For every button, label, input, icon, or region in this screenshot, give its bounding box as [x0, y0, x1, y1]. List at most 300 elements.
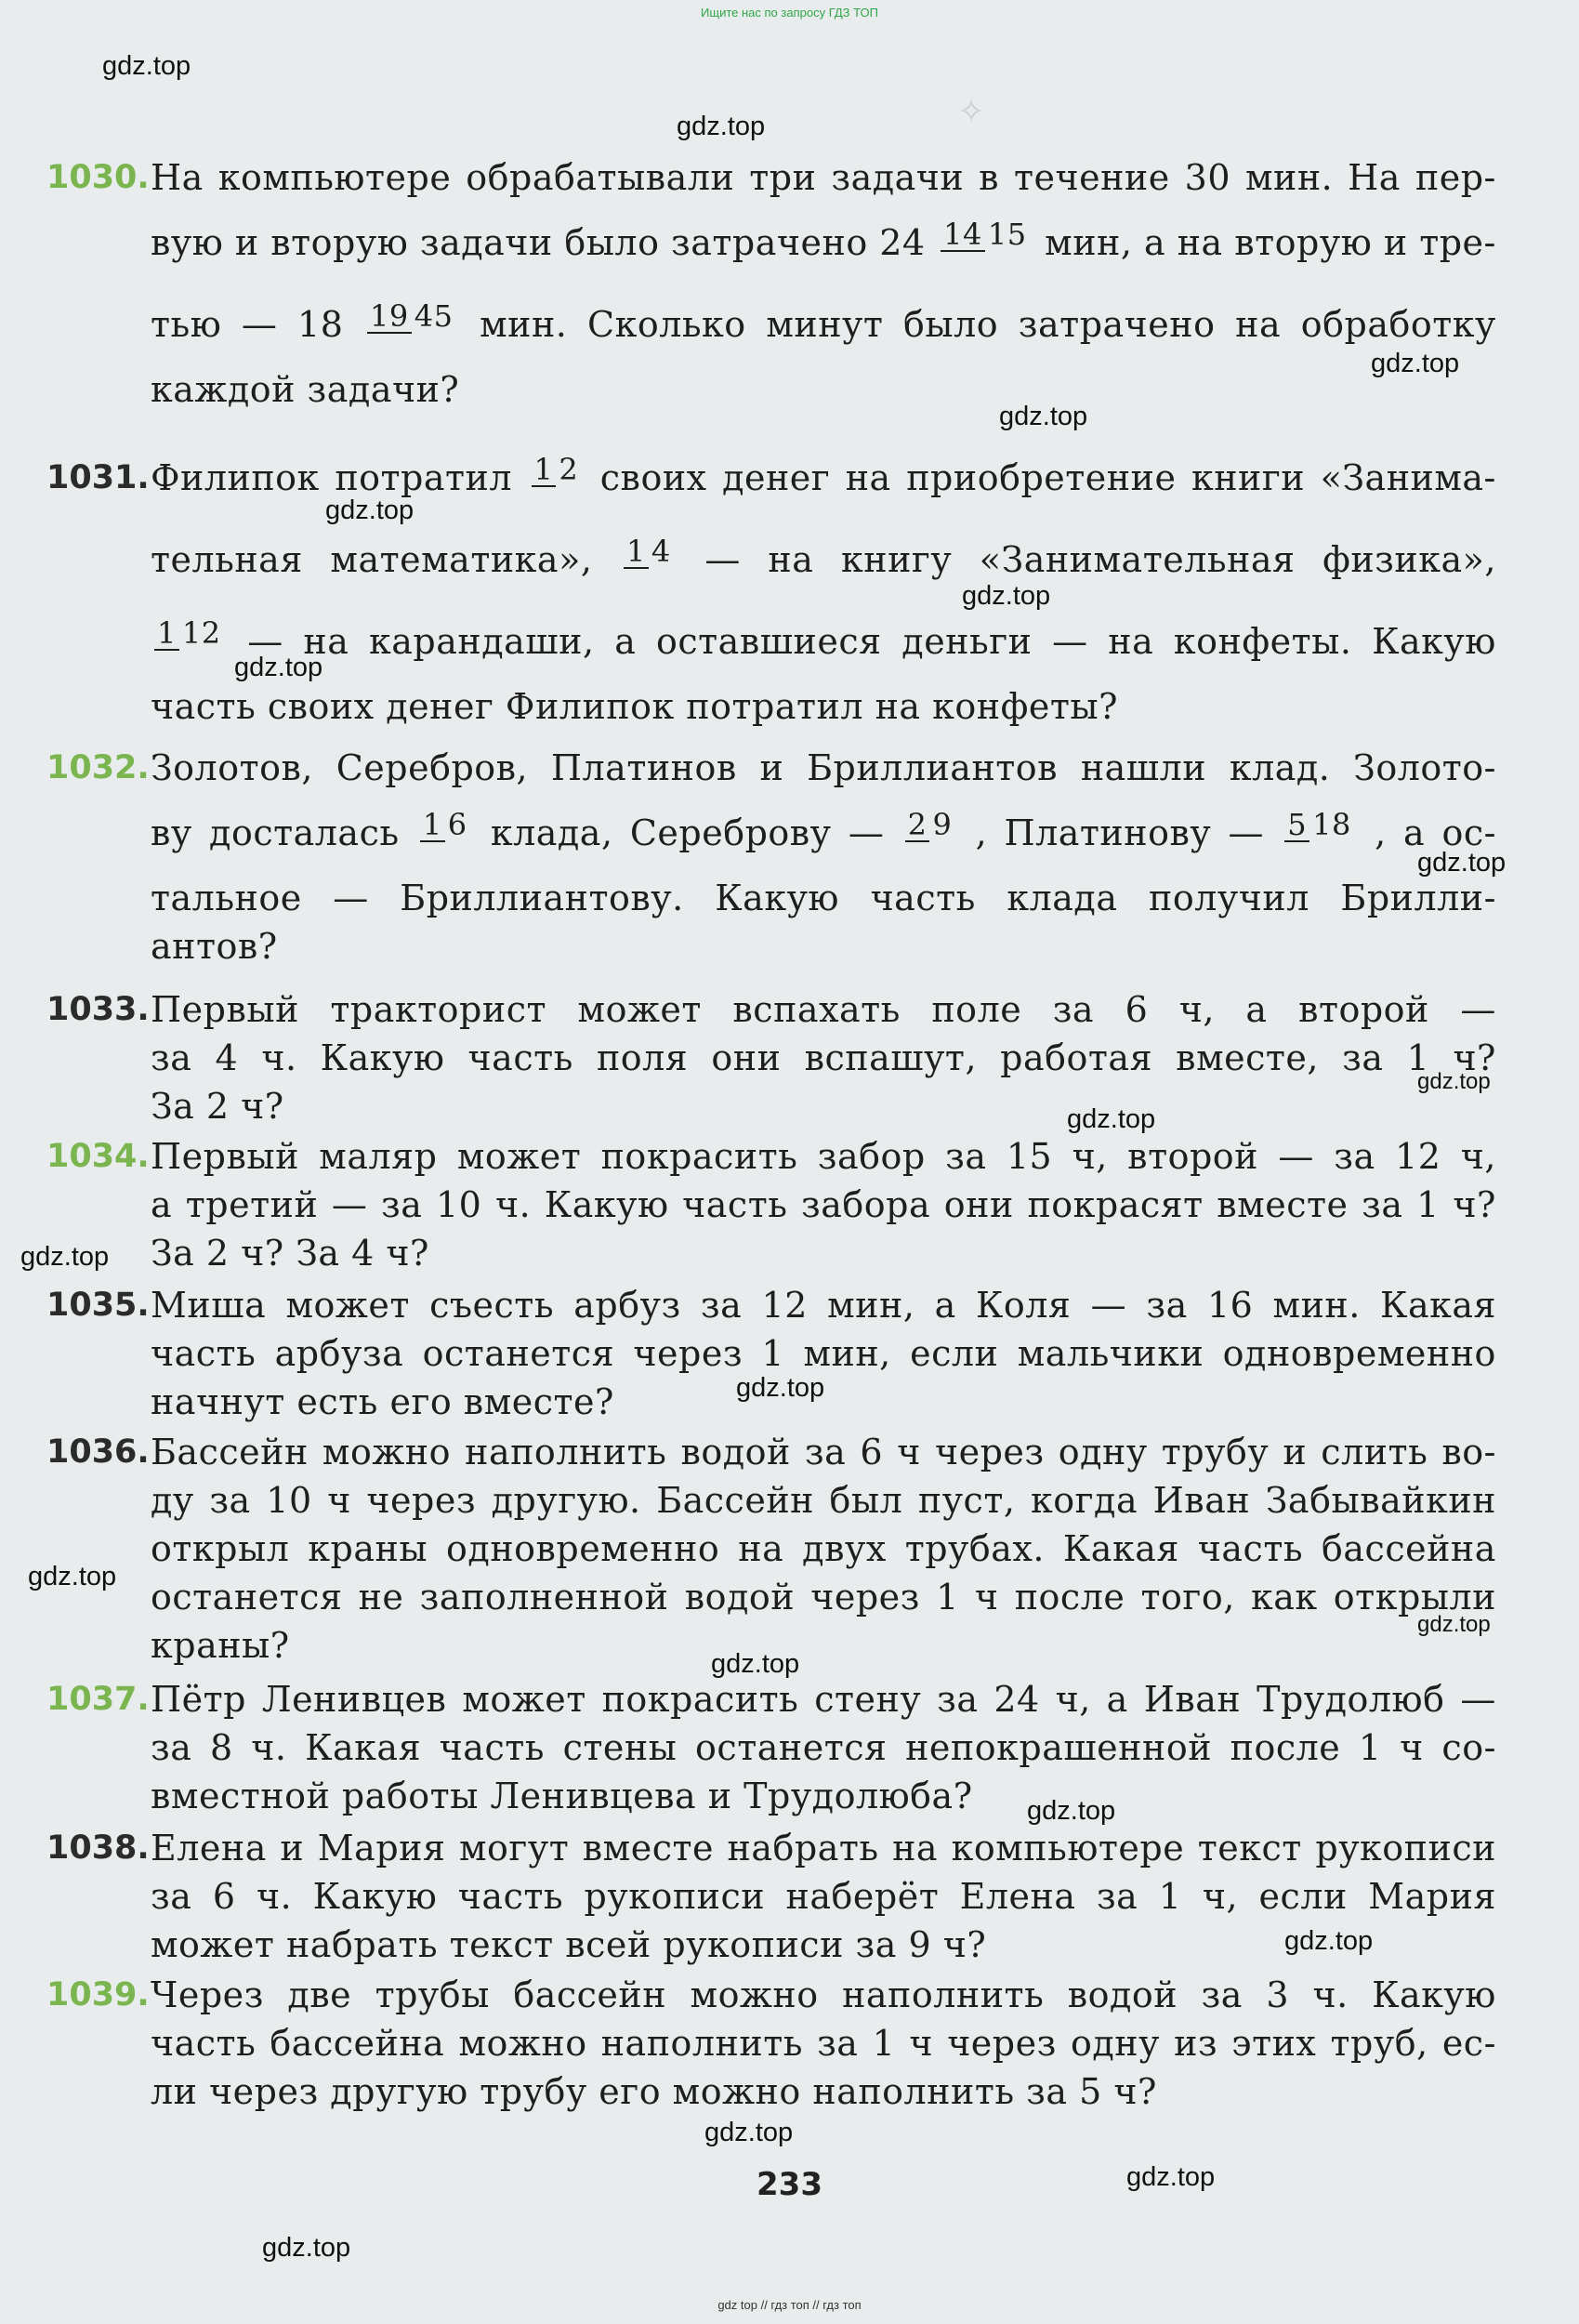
word: трубу	[1161, 1432, 1270, 1472]
word: ,	[975, 812, 988, 853]
word: наполнить	[600, 2023, 803, 2064]
word: за	[1096, 1876, 1138, 1917]
word: вторую	[1234, 222, 1373, 263]
word: 4	[215, 1037, 239, 1078]
word: работая	[1000, 1037, 1153, 1078]
word: одну	[1058, 1432, 1148, 1472]
word: денег	[722, 457, 831, 498]
word: ,	[1375, 812, 1387, 853]
word: за	[151, 1876, 192, 1917]
word: двух	[802, 1528, 887, 1569]
word: Филипок	[151, 457, 320, 498]
text-line	[151, 922, 278, 971]
word: 16	[1206, 1285, 1254, 1326]
word: «Занима-	[1320, 457, 1496, 498]
text-line	[151, 1034, 1496, 1082]
word: на	[1177, 222, 1223, 263]
word: мин,	[827, 1285, 915, 1326]
word: было	[564, 222, 660, 263]
word: за	[700, 1285, 743, 1326]
word: ч?	[1453, 1037, 1496, 1078]
word: через	[810, 1577, 920, 1618]
word: Ленивцев	[261, 1679, 447, 1720]
word: за	[937, 1679, 979, 1720]
word: ч.	[1312, 1974, 1349, 2015]
watermark: gdz.top	[325, 495, 414, 525]
watermark: gdz.top	[1417, 1612, 1491, 1637]
word: того,	[1140, 1577, 1235, 1618]
word: они	[711, 1037, 782, 1078]
word: водой	[1067, 1974, 1178, 2015]
word: Елена	[151, 1828, 267, 1868]
word: тальное	[151, 878, 302, 918]
word: затрачено	[1018, 304, 1216, 345]
word: может	[456, 1136, 582, 1177]
text-line	[151, 1329, 1496, 1378]
exercise-number: 1036.	[46, 1433, 150, 1471]
word: затрачено	[671, 222, 868, 263]
word: 15	[1006, 1136, 1053, 1177]
fraction: 1 12	[154, 617, 224, 666]
word: ч,	[1072, 1136, 1108, 1177]
word: наполнить	[842, 1974, 1045, 2015]
word: ч,	[1202, 1876, 1239, 1917]
word: три	[749, 157, 817, 198]
text-line	[151, 300, 1496, 349]
word: мин.	[1272, 1285, 1361, 1326]
word: тельная	[151, 539, 303, 580]
word: За 2 ч? За 4 ч?	[151, 1233, 429, 1274]
watermark: gdz.top	[102, 51, 191, 81]
word: 1	[1406, 1037, 1430, 1078]
word: арбуза	[274, 1333, 404, 1374]
word: задачи	[419, 222, 553, 263]
word: на	[303, 621, 349, 662]
text-line	[151, 617, 1496, 666]
word: —	[241, 304, 278, 345]
word: тью	[151, 304, 222, 345]
word: 1	[1158, 1876, 1182, 1917]
word: мальчики	[1017, 1333, 1204, 1374]
word: после	[1014, 1577, 1125, 1618]
word: конфеты.	[1173, 621, 1352, 662]
word: клада,	[490, 812, 613, 853]
word: со-	[1441, 1727, 1496, 1768]
word: арбуз	[573, 1285, 681, 1326]
word: а	[934, 1285, 956, 1326]
word: За 2 ч?	[151, 1086, 284, 1127]
word: часть	[439, 1727, 545, 1768]
fraction: 2 9	[905, 809, 955, 857]
word: Какая	[1062, 1528, 1179, 1569]
footer-links[interactable]: gdz top // гдз топ // гдз топ	[717, 2298, 862, 2312]
word: Елена	[959, 1876, 1076, 1917]
word: может набрать текст всей рукописи за 9 ч?	[151, 1924, 987, 1965]
word: —	[1460, 989, 1496, 1030]
word: когда	[1031, 1480, 1138, 1521]
watermark: gdz.top	[711, 1649, 800, 1679]
word: вторую	[270, 222, 409, 263]
word: Какую	[312, 1876, 438, 1917]
word: Мария	[317, 1828, 446, 1868]
word: мин.	[1244, 157, 1334, 198]
word: может	[285, 1285, 410, 1326]
exercise-number: 1038.	[46, 1829, 150, 1867]
word: на	[1108, 621, 1154, 662]
word: антов?	[151, 926, 278, 967]
word: второй	[1298, 989, 1429, 1030]
word: Бриллиантов	[807, 747, 1059, 788]
word: Через	[151, 1974, 264, 2015]
word: труб,	[1330, 2023, 1428, 2064]
word: 1	[1416, 1184, 1440, 1225]
word: Золотов,	[151, 747, 313, 788]
text-line	[151, 1971, 1496, 2019]
watermark: gdz.top	[1067, 1104, 1156, 1134]
word: 10	[266, 1480, 312, 1521]
word: начнут есть его вместе?	[151, 1381, 614, 1422]
word: 12	[1395, 1136, 1441, 1177]
word: минут	[766, 304, 884, 345]
word: открыл	[151, 1528, 290, 1569]
word: течение	[1013, 157, 1170, 198]
word: наполнить	[465, 1432, 667, 1472]
word: —	[1052, 621, 1088, 662]
word: набрать	[727, 1828, 879, 1868]
word: часть	[151, 2023, 257, 2064]
word: забора	[801, 1184, 931, 1225]
word: водой	[680, 1432, 791, 1472]
watermark: gdz.top	[704, 2118, 794, 2147]
word: за	[151, 1727, 192, 1768]
word: и	[1283, 1432, 1308, 1472]
word: ч?	[1453, 1184, 1496, 1225]
word: покрасить	[600, 1136, 798, 1177]
word: вместе	[1217, 1184, 1349, 1225]
word: останется	[151, 1577, 343, 1618]
word: оставшиеся	[656, 621, 882, 662]
word: 8	[210, 1727, 233, 1768]
word: могут	[458, 1828, 570, 1868]
fraction: 1 4	[624, 535, 674, 584]
word: одну	[1070, 2023, 1160, 2064]
word: тре-	[1419, 222, 1496, 263]
text-line	[151, 1824, 1496, 1872]
text-line	[151, 1229, 429, 1277]
text-line	[151, 874, 1496, 922]
word: можно	[322, 1432, 452, 1472]
text-line	[151, 1872, 1496, 1921]
text-line	[151, 1428, 1496, 1476]
word: второй	[1127, 1136, 1258, 1177]
word: а	[1245, 989, 1268, 1030]
word: ч,	[1460, 1136, 1496, 1177]
word: —	[1278, 1136, 1314, 1177]
word: Брилли-	[1340, 878, 1496, 918]
word: краны?	[151, 1625, 290, 1666]
word: за	[151, 1037, 192, 1078]
word: вместной работы Ленивцева и Трудолюба?	[151, 1776, 973, 1816]
word: 1	[872, 2023, 896, 2064]
word: ч	[974, 1577, 999, 1618]
word: ч,	[1178, 989, 1215, 1030]
word: Миша	[151, 1285, 267, 1326]
word: за	[1334, 1136, 1375, 1177]
word: 1	[1358, 1727, 1382, 1768]
text-line	[151, 1772, 973, 1820]
word: «Занимательная	[979, 539, 1296, 580]
word: мин,	[1045, 222, 1133, 263]
word: за	[1342, 1037, 1384, 1078]
word: —	[1090, 1285, 1127, 1326]
word: они	[943, 1184, 1014, 1225]
word: за	[817, 2023, 859, 2064]
text-line	[151, 682, 1118, 731]
word: часть	[1197, 1528, 1304, 1569]
word: 12	[761, 1285, 808, 1326]
word: не	[358, 1577, 404, 1618]
exercise-number: 1035.	[46, 1287, 150, 1324]
word: Иван	[1152, 1480, 1251, 1521]
word: через	[633, 1333, 743, 1374]
text-line	[151, 1723, 1496, 1772]
word: через	[366, 1480, 477, 1521]
word: бассейна	[270, 2023, 445, 2064]
word: ву	[151, 812, 192, 853]
word: трубы	[375, 1974, 490, 2015]
word: пер-	[1415, 157, 1496, 198]
word: Коля	[976, 1285, 1072, 1326]
text-line	[151, 1476, 1496, 1525]
word: Золото-	[1353, 747, 1496, 788]
text-line	[151, 365, 459, 414]
word: На	[151, 157, 204, 198]
word: поле	[931, 989, 1022, 1030]
word: и	[1383, 222, 1408, 263]
watermark: gdz.top	[1417, 1069, 1491, 1094]
word: Иван	[1143, 1679, 1242, 1720]
word: Сереброву	[629, 812, 832, 853]
watermark: gdz.top	[28, 1562, 117, 1591]
word: поля	[596, 1037, 689, 1078]
text-line	[151, 985, 1496, 1034]
word: —	[247, 621, 283, 662]
exercise-number: 1033.	[46, 991, 150, 1028]
text-line	[151, 1181, 1496, 1229]
word: на	[892, 1828, 939, 1868]
word: можно	[458, 2023, 587, 2064]
word: ли через другую трубу его можно наполнить за 5 ч?	[151, 2071, 1157, 2112]
word: приобретение	[906, 457, 1177, 498]
word: карандаши,	[369, 621, 595, 662]
text-line	[151, 535, 1496, 584]
word: как	[1250, 1577, 1318, 1618]
word: ес-	[1441, 2023, 1496, 2064]
word: 10	[436, 1184, 482, 1225]
fraction: 14 15	[941, 218, 1029, 267]
word: а	[1403, 812, 1426, 853]
word: третий	[185, 1184, 319, 1225]
word: компьютере	[951, 1828, 1185, 1868]
word: мин,	[803, 1333, 891, 1374]
word: часть	[457, 1876, 564, 1917]
word: после	[1230, 1727, 1341, 1768]
word: 6	[860, 1432, 884, 1472]
word: книги	[1191, 457, 1306, 498]
text-line	[151, 1132, 1496, 1181]
word: две	[287, 1974, 352, 2015]
word: покрасят	[1027, 1184, 1204, 1225]
word: На	[1348, 157, 1401, 198]
word: а	[1106, 1679, 1128, 1720]
word: рукописи	[584, 1876, 766, 1917]
word: клада	[1007, 878, 1118, 918]
word: трубах.	[904, 1528, 1045, 1569]
word: Какая	[1380, 1285, 1496, 1326]
word: за	[945, 1136, 987, 1177]
word: на	[768, 539, 814, 580]
word: ч.	[494, 1184, 532, 1225]
word: за	[804, 1432, 847, 1472]
text-line	[151, 1573, 1496, 1621]
word: съесть	[429, 1285, 555, 1326]
word: останется	[422, 1333, 615, 1374]
word: и	[234, 222, 259, 263]
fraction: 1 6	[420, 809, 470, 857]
watermark: gdz.top	[1027, 1796, 1116, 1826]
text-line	[151, 1525, 1496, 1573]
word: маляр	[319, 1136, 438, 1177]
word: получил	[1149, 878, 1309, 918]
word: ч.	[261, 1037, 297, 1078]
word: во-	[1441, 1432, 1496, 1472]
word: стену	[814, 1679, 922, 1720]
word: стены	[562, 1727, 678, 1768]
word: через	[934, 1432, 1045, 1472]
word: может	[577, 989, 702, 1030]
word: покрасить	[601, 1679, 799, 1720]
word: если	[1258, 1876, 1348, 1917]
word: вместе	[582, 1828, 714, 1868]
word: открыли	[1333, 1577, 1496, 1618]
word: вместе,	[1176, 1037, 1319, 1078]
word: ч.	[251, 1727, 287, 1768]
text-line	[151, 809, 1496, 857]
word: Какую	[320, 1037, 445, 1078]
word: и	[280, 1828, 305, 1868]
word: —	[848, 812, 885, 853]
word: забор	[817, 1136, 926, 1177]
word: водой	[684, 1577, 796, 1618]
word: физика»,	[1322, 539, 1496, 580]
watermark: gdz.top	[736, 1373, 825, 1403]
exercise-number: 1032.	[46, 749, 150, 786]
text-line	[151, 2019, 1496, 2067]
word: из	[1174, 2023, 1218, 2064]
word: наберёт	[785, 1876, 940, 1917]
word: часть	[151, 1333, 257, 1374]
text-line	[151, 1378, 614, 1426]
exercise-number: 1037.	[46, 1681, 150, 1718]
word: досталась	[209, 812, 400, 853]
word: клад.	[1229, 747, 1331, 788]
word: за	[1362, 1184, 1403, 1225]
word: Бриллиантову.	[400, 878, 684, 918]
word: —	[1460, 1679, 1496, 1720]
fraction: 1 2	[532, 454, 582, 502]
text-line	[151, 1921, 986, 1969]
word: вспашут,	[804, 1037, 978, 1078]
word: 24	[879, 222, 926, 263]
word: ос-	[1441, 812, 1496, 853]
word: бассейна	[1322, 1528, 1496, 1569]
word: Серебров,	[336, 747, 529, 788]
word: 1	[936, 1577, 959, 1618]
word: ду	[151, 1480, 194, 1521]
watermark: gdz.top	[262, 2233, 351, 2263]
word: каждой задачи?	[151, 369, 460, 410]
word: а	[151, 1184, 173, 1225]
word: своих	[599, 457, 707, 498]
text-line	[151, 218, 1496, 267]
word: 24	[993, 1679, 1040, 1720]
word: часть своих денег Филипок потратил на конфеты?	[151, 686, 1118, 727]
word: если	[910, 1333, 999, 1374]
word: часть	[467, 1037, 573, 1078]
word: и	[759, 747, 784, 788]
word: 3	[1266, 1974, 1290, 2015]
word: книгу	[841, 539, 953, 580]
fraction: 19 45	[367, 300, 455, 349]
word: —	[1228, 812, 1264, 853]
word: а	[614, 621, 637, 662]
word: обрабатывали	[466, 157, 735, 198]
text-line	[151, 1281, 1496, 1329]
word: за	[1201, 1974, 1243, 2015]
word: —	[704, 539, 741, 580]
word: часть	[682, 1184, 788, 1225]
word: потратил	[335, 457, 513, 498]
word: Первый	[151, 1136, 299, 1177]
word: компьютере	[217, 157, 452, 198]
word: на	[1235, 304, 1282, 345]
word: ч.	[256, 1876, 293, 1917]
word: непокрашенной	[905, 1727, 1213, 1768]
bleed-through-mark: ✧	[957, 93, 986, 131]
word: —	[333, 878, 369, 918]
text-line	[151, 1621, 290, 1670]
word: было	[903, 304, 999, 345]
word: вспахать	[732, 989, 901, 1030]
word: Бассейн	[151, 1432, 309, 1472]
word: Сколько	[587, 304, 746, 345]
word: краны	[308, 1528, 428, 1569]
word: другую.	[491, 1480, 641, 1521]
word: Мария	[1368, 1876, 1496, 1917]
watermark: gdz.top	[1126, 2162, 1216, 2192]
word: за	[209, 1480, 251, 1521]
word: Забывайкин	[1265, 1480, 1496, 1521]
watermark: gdz.top	[999, 402, 1088, 431]
text-line	[151, 744, 1496, 792]
header-link[interactable]: Ищите нас по запросу ГДЗ ТОП	[701, 6, 878, 20]
word: пуст,	[917, 1480, 1016, 1521]
word: нашли	[1080, 747, 1207, 788]
exercise-number: 1030.	[46, 159, 150, 196]
watermark: gdz.top	[20, 1242, 110, 1272]
word: был	[829, 1480, 903, 1521]
word: бассейн	[513, 1974, 667, 2015]
